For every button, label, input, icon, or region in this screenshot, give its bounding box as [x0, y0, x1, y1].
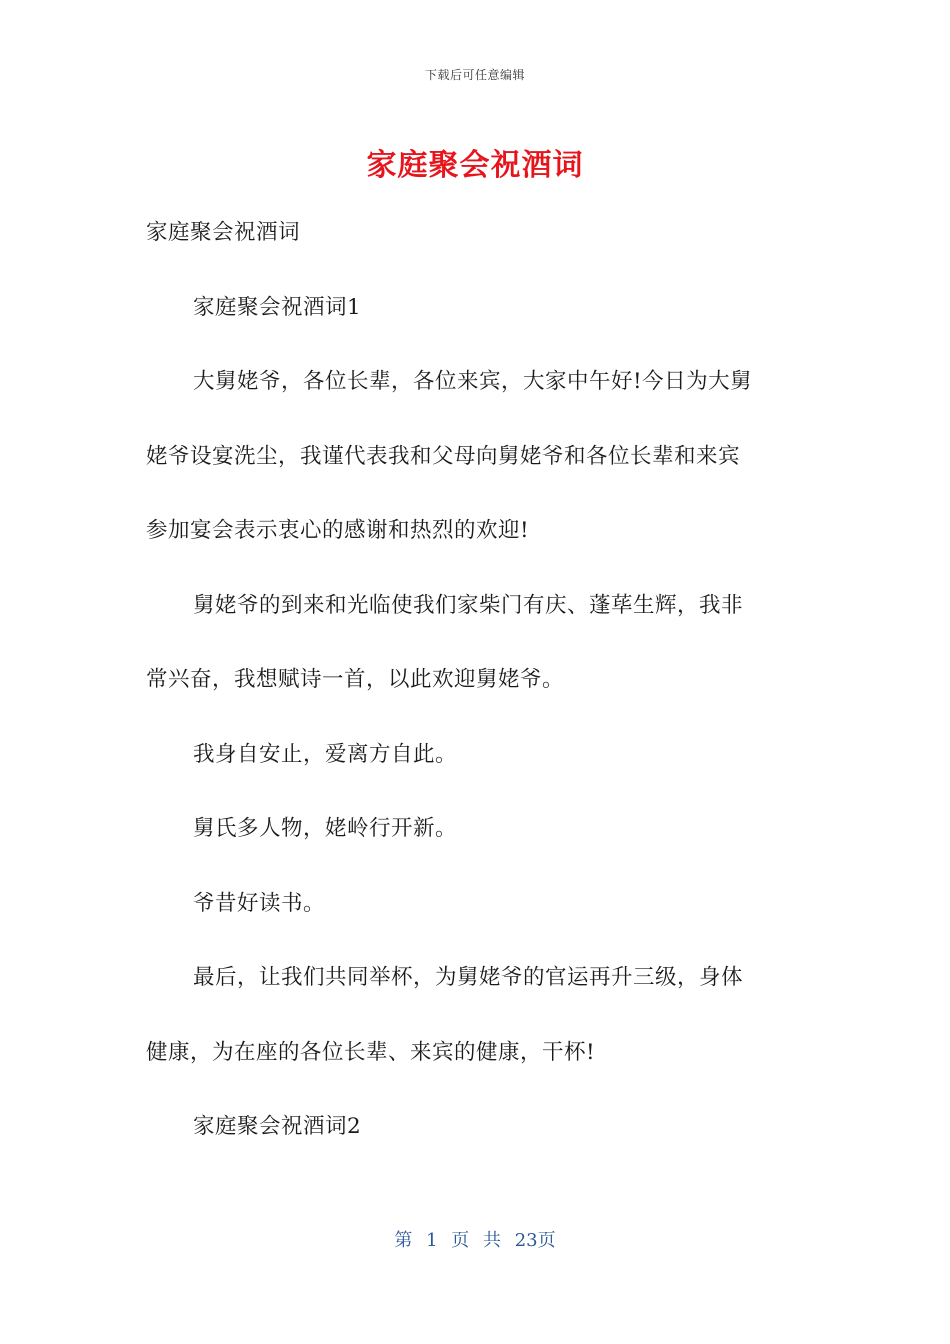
paragraph-line: 常兴奋，我想赋诗一首，以此欢迎舅姥爷。 [146, 667, 565, 692]
paragraph-line: 最后，让我们共同举杯，为舅姥爷的官运再升三级，身体 [193, 965, 744, 990]
header-note: 下载后可任意编辑 [424, 68, 525, 82]
paragraph-line: 大舅姥爷，各位长辈，各位来宾，大家中午好!今日为大舅 [193, 369, 753, 394]
poem-line: 爷昔好读书。 [193, 890, 326, 916]
poem-line: 舅氏多人物，姥岭行开新。 [193, 816, 458, 841]
document-title: 家庭聚会祝酒词 [366, 148, 584, 183]
document-body [146, 196, 806, 1165]
paragraph-line: 舅姥爷的到来和光临使我们家柴门有庆、蓬荜生辉，我非 [193, 592, 744, 618]
paragraph-line: 健康，为在座的各位长辈、来宾的健康，干杯! [146, 1039, 596, 1065]
poem-line: 我身自安止，爱离方自此。 [193, 741, 458, 767]
page-number-footer: 第 1 页 共 23页 [394, 1230, 556, 1251]
body-line-subtitle: 家庭聚会祝酒词 [146, 220, 301, 245]
paragraph-line: 姥爷设宴洗尘，我谨代表我和父母向舅姥爷和各位长辈和来宾 [146, 443, 741, 469]
section-heading-1: 家庭聚会祝酒词1 [193, 294, 362, 320]
section-heading-2: 家庭聚会祝酒词2 [193, 1114, 362, 1139]
paragraph-line: 参加宴会表示衷心的感谢和热烈的欢迎! [146, 518, 530, 543]
